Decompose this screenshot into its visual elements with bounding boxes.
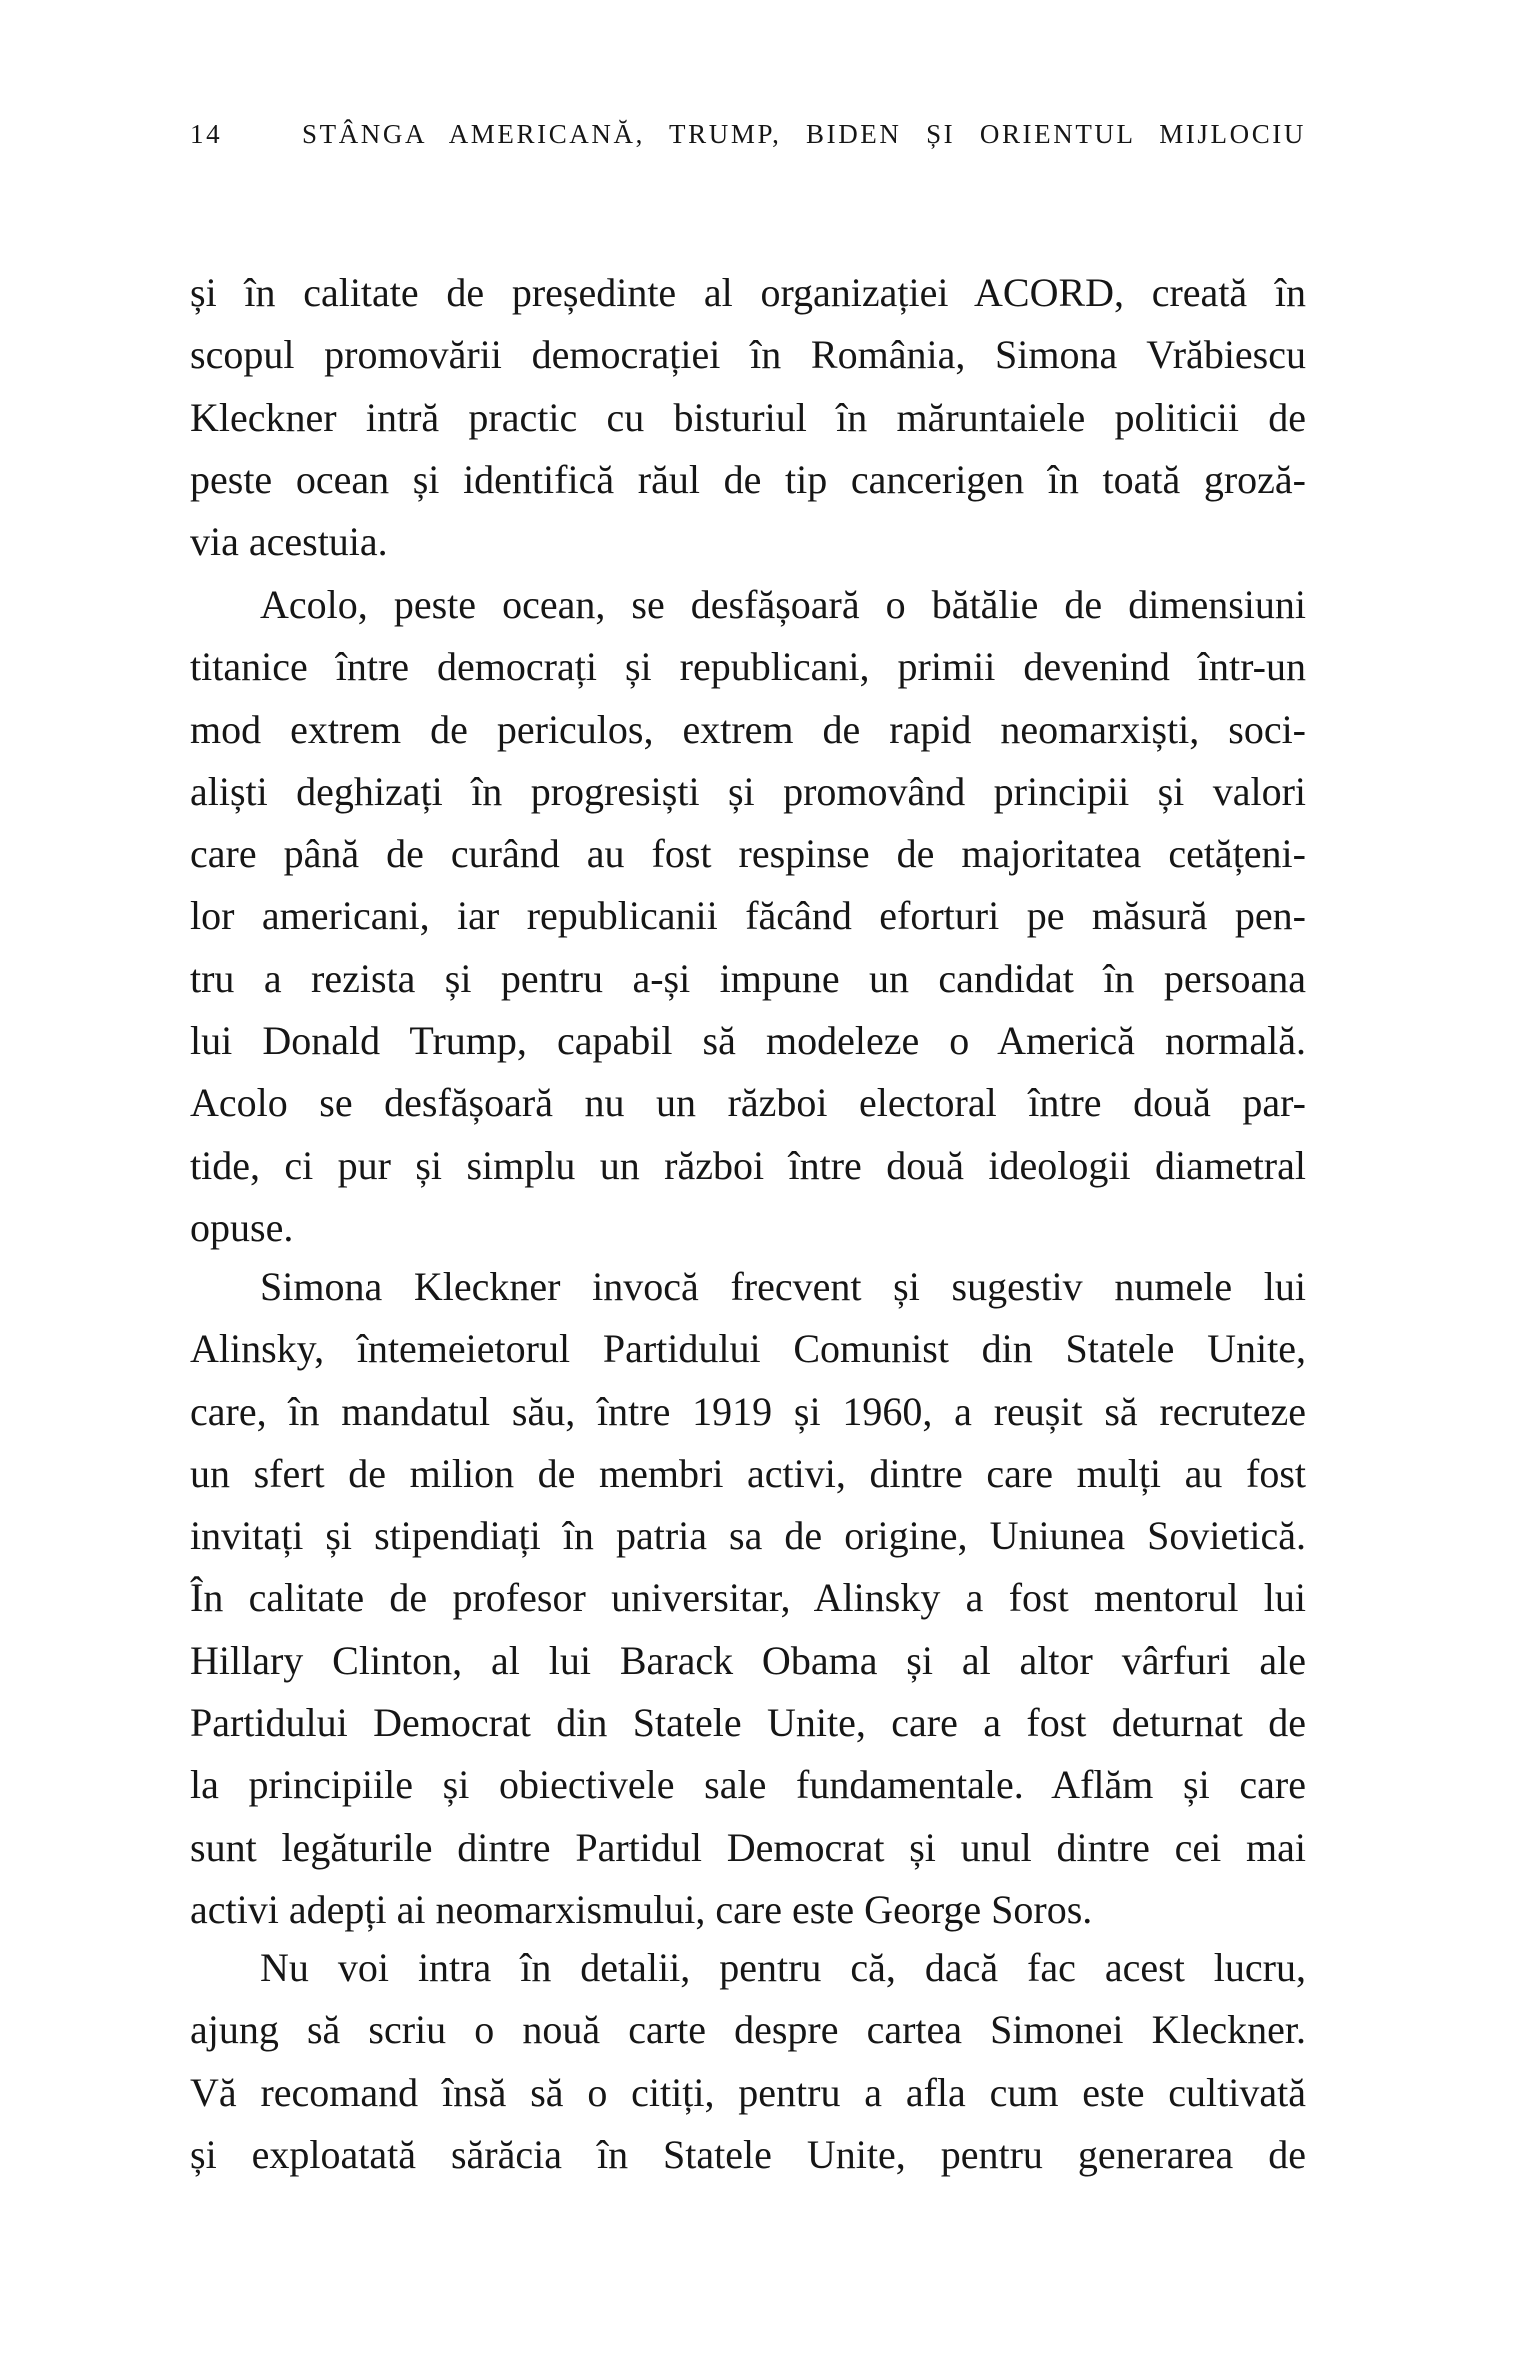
text-line: și în calitate de președinte al organizației ACORD, creată în — [190, 270, 1306, 315]
text-line: opuse. — [190, 1204, 294, 1250]
text-line: lui Donald Trump, capabil să modeleze o Americă normală. — [190, 1018, 1306, 1064]
text-line: Vă recomand însă să o citiți, pentru a afla cum este cultivată — [190, 2069, 1306, 2115]
running-title: STÂNGA AMERICANĂ, TRUMP, BIDEN ȘI ORIENTUL MIJLOCIU — [302, 119, 1306, 149]
text-line: În calitate de profesor universitar, Alinsky a fost mentorul lui — [190, 1575, 1306, 1621]
text-line: Kleckner intră practic cu bisturiul în măruntaiele politicii de — [190, 394, 1306, 440]
page-number: 14 — [190, 119, 223, 149]
text-line: ajung să scriu o nouă carte despre cartea Simonei Kleckner. — [190, 2007, 1306, 2053]
text-line: care până de curând au fost respinse de majoritatea cetățeni- — [190, 831, 1306, 877]
paragraph-2 — [190, 574, 1306, 1259]
text-line: titanice între democrați și republicani, primii devenind într-un — [190, 644, 1306, 690]
text-line: și exploatată sărăcia în Statele Unite, pentru generarea de — [190, 2131, 1306, 2177]
paragraph-4 — [190, 1937, 1306, 2186]
text-line: sunt legăturile dintre Partidul Democrat și unul dintre cei mai — [190, 1824, 1306, 1870]
paragraph-1 — [190, 262, 1306, 573]
text-line: Partidului Democrat din Statele Unite, care a fost deturnat de — [190, 1700, 1306, 1746]
text-line: care, în mandatul său, între 1919 și 1960, a reușit să recruteze — [190, 1388, 1306, 1434]
text-line: activi adepți ai neomarxismului, care este George Soros. — [190, 1886, 1093, 1932]
text-line: Alinsky, întemeietorul Partidului Comunist din Statele Unite, — [190, 1326, 1306, 1372]
text-line: via acestuia. — [190, 519, 388, 565]
text-line: la principiile și obiectivele sale fundamentale. Aflăm și care — [190, 1762, 1306, 1808]
text-line: Acolo se desfășoară nu un război electoral între două par- — [190, 1080, 1306, 1126]
text-line: mod extrem de periculos, extrem de rapid neomarxiști, soci- — [190, 706, 1306, 752]
text-line: tru a rezista și pentru a-și impune un candidat în persoana — [190, 955, 1306, 1001]
text-line: tide, ci pur și simplu un război între două ideologii diametral — [190, 1142, 1306, 1188]
text-line: Hillary Clinton, al lui Barack Obama și al altor vârfuri ale — [190, 1637, 1306, 1683]
text-line: scopul promovării democrației în România, Simona Vrăbiescu — [190, 332, 1306, 378]
text-line: peste ocean și identifică răul de tip cancerigen în toată groză- — [190, 456, 1306, 502]
text-line: invitați și stipendiați în patria sa de origine, Uniunea Sovietică. — [190, 1513, 1306, 1559]
text-line: lor americani, iar republicanii făcând eforturi pe măsură pen- — [190, 893, 1306, 939]
text-line: Acolo, peste ocean, se desfășoară o bătălie de dimensiuni — [260, 582, 1306, 627]
text-line: Nu voi intra în detalii, pentru că, dacă fac acest lucru, — [260, 1945, 1306, 1990]
text-line: un sfert de milion de membri activi, dintre care mulți au fost — [190, 1450, 1306, 1496]
paragraph-3 — [190, 1256, 1306, 1941]
text-line: Simona Kleckner invocă frecvent și sugestiv numele lui — [260, 1264, 1306, 1309]
text-line: aliști deghizați în progresiști și promovând principii și valori — [190, 768, 1306, 814]
